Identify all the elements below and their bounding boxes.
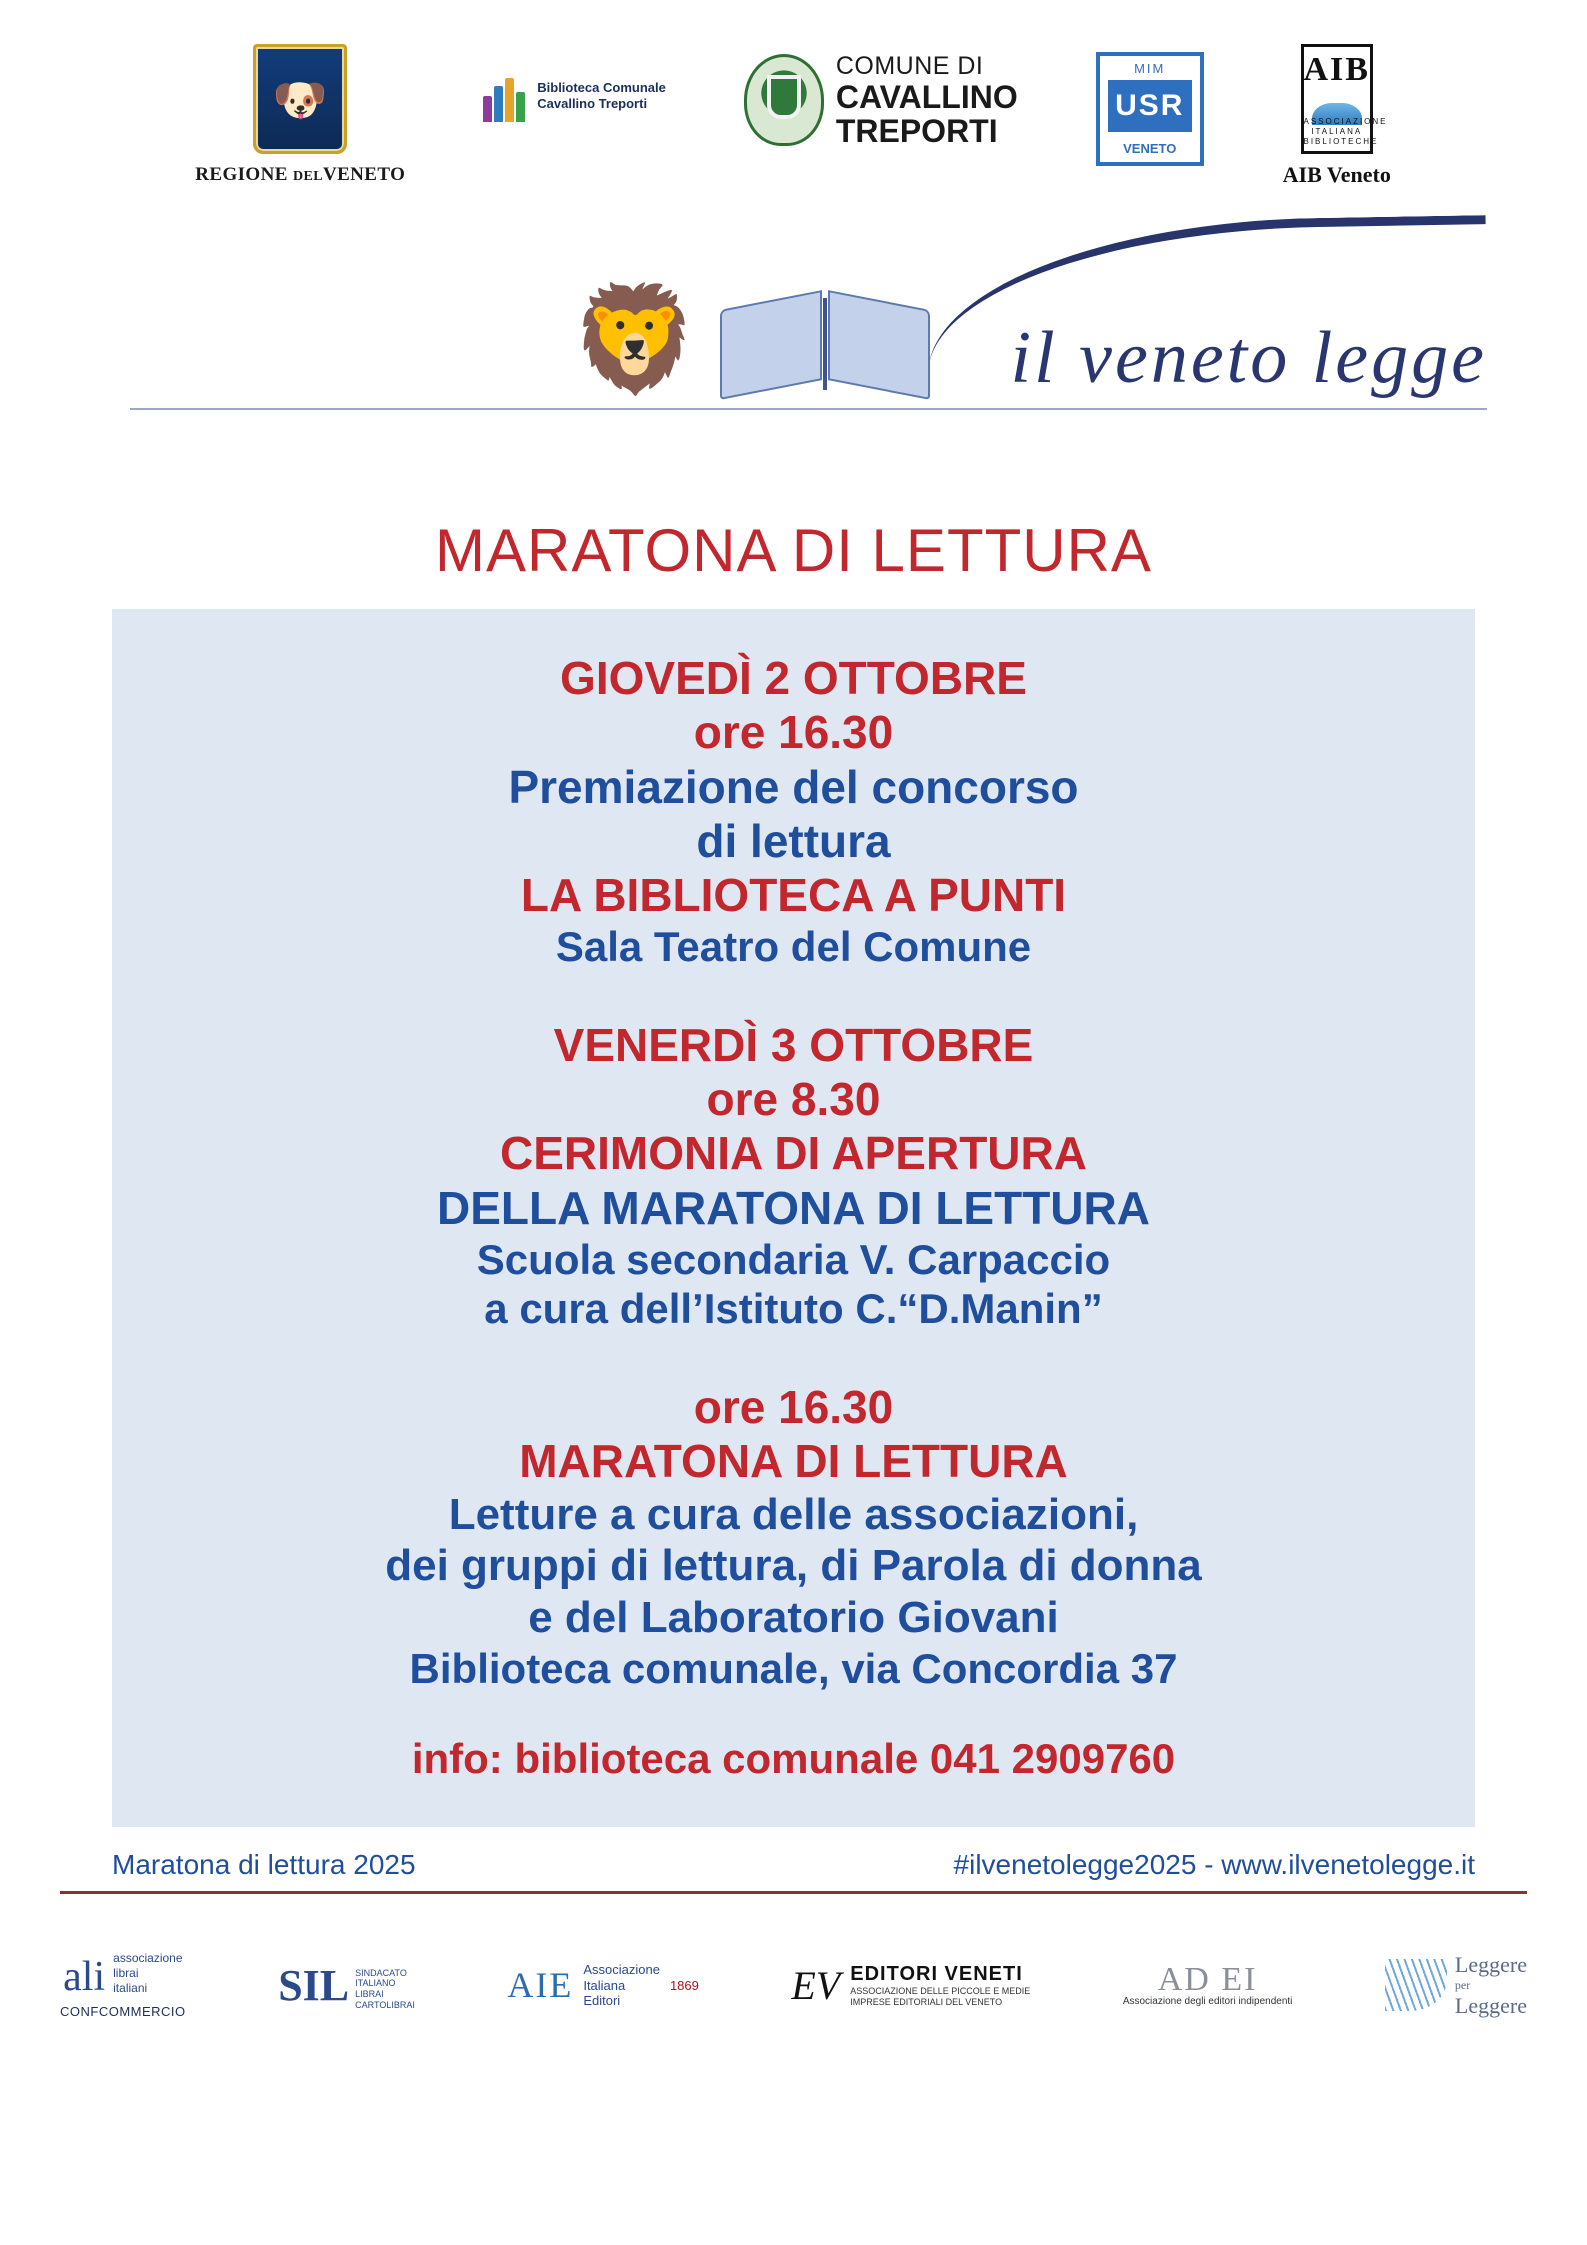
event-block-3 <box>132 1380 1455 1694</box>
sponsor-ali <box>60 1951 186 2019</box>
footer-hashtag-url[interactable]: #ilvenetolegge2025 - www.ilvenetolegge.it <box>953 1849 1475 1881</box>
usr-top: MIM <box>1134 61 1166 76</box>
logo-comune-cavallino-treporti <box>744 44 1018 148</box>
aie-mark: AIE <box>507 1965 574 2006</box>
event-line: ore 8.30 <box>706 1073 881 1126</box>
spacer <box>132 1334 1455 1380</box>
adei-sub: Associazione degli editori indipendenti <box>1122 1996 1293 2008</box>
aie-line-3: Editori <box>583 1993 621 2009</box>
adei-mark: AD EI <box>1157 1960 1258 1998</box>
event-line: Biblioteca comunale, via Concordia 37 <box>409 1645 1178 1693</box>
sponsor-adei <box>1122 1960 1293 2008</box>
logo-usr-veneto <box>1096 44 1204 166</box>
ev-title: EDITORI VENETI <box>850 1963 1023 1986</box>
event-line: Letture a cura delle associazioni, <box>448 1489 1139 1539</box>
logo-caption <box>195 164 405 186</box>
event-block-2 <box>132 1018 1455 1334</box>
aie-year: 1869 <box>669 1977 699 1993</box>
event-line: a cura dell’Istituto C.“D.Manin” <box>484 1285 1103 1333</box>
sponsor-logo-bar <box>60 1920 1527 2050</box>
leggere-per: per <box>1454 1977 1471 1992</box>
event-line: Scuola secondaria V. Carpaccio <box>476 1235 1111 1283</box>
event-line: ore 16.30 <box>693 706 894 759</box>
sil-mark: SIL <box>278 1960 350 2010</box>
ali-line-1: associazione <box>113 1951 183 1966</box>
comune-line-1: COMUNE DI <box>835 52 984 80</box>
ev-mark: EV <box>791 1962 841 2008</box>
event-line: VENERDÌ 3 OTTOBRE <box>553 1018 1034 1071</box>
usr-mid: USR <box>1108 80 1192 132</box>
aie-line-1: Associazione <box>583 1961 660 1977</box>
aib-sub-1: ASSOCIAZIONE <box>1303 117 1388 126</box>
ali-line-3: italiani <box>113 1981 148 1996</box>
event-line: dei gruppi di lettura, di Parola di donna <box>385 1541 1202 1591</box>
event-line: MARATONA DI LETTURA <box>519 1435 1068 1488</box>
lion-glyph: 🐶 <box>272 76 328 126</box>
aie-line-2: Italiana <box>583 1977 626 1993</box>
ali-line-2: librai <box>113 1966 139 1981</box>
aib-caption: AIB Veneto <box>1282 162 1391 187</box>
aib-book-icon <box>1301 44 1388 154</box>
sponsor-aie <box>507 1962 699 2009</box>
banner-wordmark: il veneto legge <box>1010 317 1487 399</box>
winged-lion-icon: 🦁 <box>570 282 700 398</box>
veneto-lion-shield-icon <box>253 44 347 154</box>
sil-line-3: LIBRAI <box>355 1989 384 2000</box>
event-line: Sala Teatro del Comune <box>555 923 1032 971</box>
event-line: ore 16.30 <box>693 1381 894 1434</box>
colored-bars-icon <box>483 70 529 122</box>
sponsor-sil <box>278 1960 415 2011</box>
event-block-1 <box>132 651 1455 972</box>
sponsor-editori-veneti <box>791 1962 1030 2009</box>
sil-line-1: SINDACATO <box>355 1967 407 1978</box>
sil-line-4: CARTOLIBRAI <box>355 2000 415 2011</box>
footer-event-name: Maratona di lettura 2025 <box>112 1849 416 1881</box>
caption-main: REGIONE <box>195 164 288 185</box>
footer-divider <box>60 1891 1527 1894</box>
leggere-line-2: Leggere <box>1454 1992 1527 2018</box>
il-veneto-legge-banner <box>100 210 1487 510</box>
comune-line-3: TREPORTI <box>835 112 998 149</box>
event-line: e del Laboratorio Giovani <box>528 1593 1059 1643</box>
usr-bottom: VENETO <box>1123 141 1177 156</box>
ev-sub-1: ASSOCIAZIONE DELLE PICCOLE E MEDIE <box>850 1986 1031 1997</box>
spacer <box>132 972 1455 1018</box>
event-block-info <box>132 1734 1455 1784</box>
page-title: MARATONA DI LETTURA <box>435 517 1152 584</box>
logo-aib-veneto <box>1282 44 1392 188</box>
sponsor-leggere-per-leggere <box>1385 1952 1527 2019</box>
ev-sub-2: IMPRESE EDITORIALI DEL VENETO <box>850 1996 1003 2007</box>
confcommercio-label: CONFCOMMERCIO <box>60 2004 186 2020</box>
leggere-line-1: Leggere <box>1454 1951 1527 1977</box>
event-line: LA BIBLIOTECA A PUNTI <box>520 869 1067 922</box>
bib-line-1: Biblioteca Comunale <box>537 79 666 95</box>
book-fan-icon <box>1385 1959 1447 2011</box>
event-line: CERIMONIA DI APERTURA <box>500 1127 1087 1180</box>
logo-biblioteca-comunale <box>483 44 666 122</box>
event-line: DELLA MARATONA DI LETTURA <box>437 1181 1150 1234</box>
event-details-panel <box>112 609 1475 1827</box>
event-line: di lettura <box>696 814 891 867</box>
bib-line-2: Cavallino Treporti <box>537 96 648 111</box>
event-line: Premiazione del concorso <box>508 760 1079 813</box>
aib-sub-2: ITALIANA <box>1311 127 1363 136</box>
municipal-crest-icon <box>744 54 824 146</box>
banner-divider <box>130 408 1487 410</box>
info-line: info: biblioteca comunale 041 2909760 <box>411 1734 1176 1782</box>
caption-small: DEL <box>292 169 323 184</box>
aib-title: AIB <box>1303 51 1370 88</box>
spacer <box>132 1694 1455 1734</box>
comune-line-2: CAVALLINO <box>835 79 1018 115</box>
header-logo-bar <box>0 0 1587 200</box>
open-book-icon <box>720 280 930 390</box>
footer-text-row <box>112 1849 1475 1881</box>
caption-tail: VENETO <box>322 164 406 185</box>
usr-veneto-icon <box>1096 52 1204 166</box>
ali-mark: ali <box>63 1953 106 2000</box>
event-line: GIOVEDÌ 2 OTTOBRE <box>560 652 1027 704</box>
aib-sub-3: BIBLIOTECHE <box>1303 137 1379 146</box>
logo-regione-del-veneto <box>195 44 405 186</box>
sil-line-2: ITALIANO <box>355 1978 396 1989</box>
